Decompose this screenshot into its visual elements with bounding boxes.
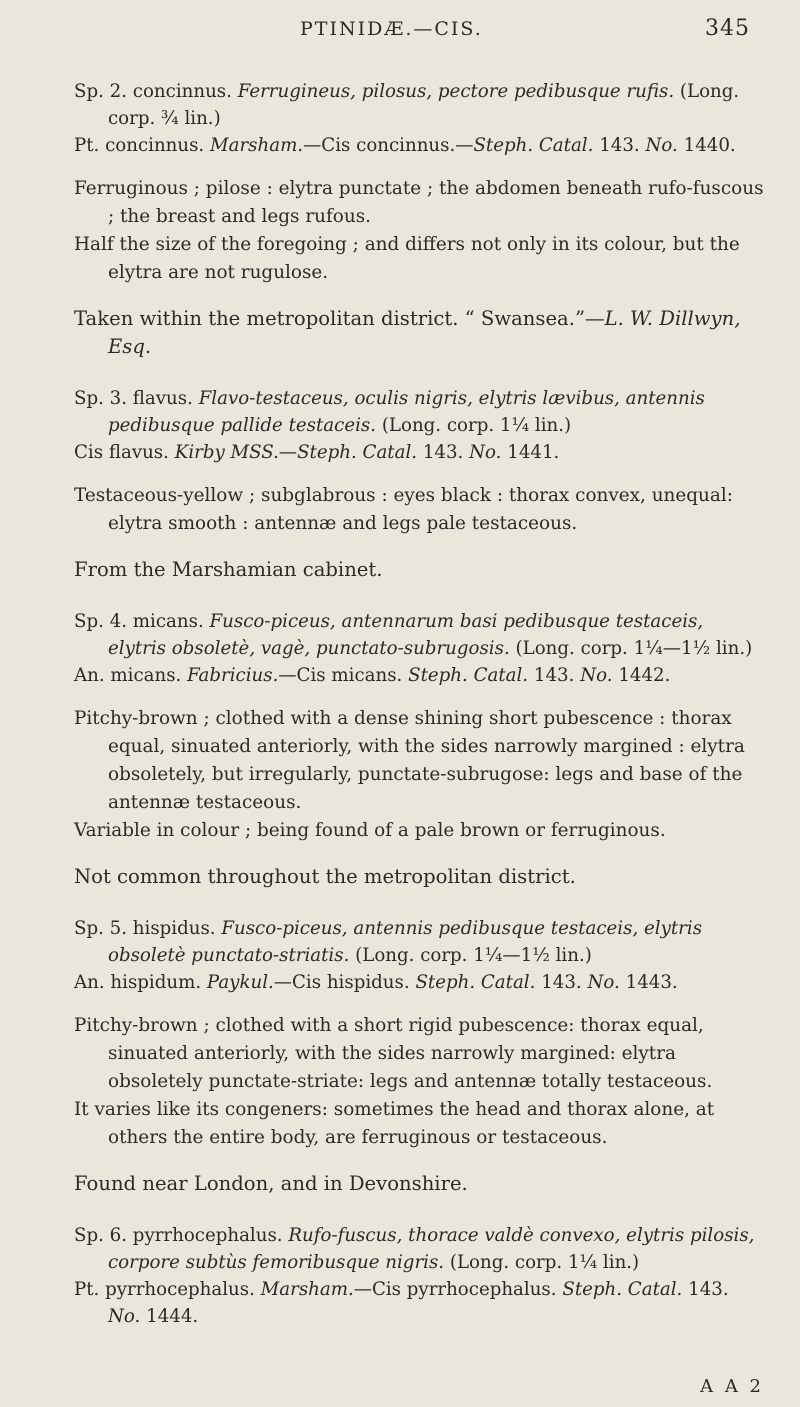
page-number: 345 [705, 16, 750, 41]
description-paragraph: Testaceous-yellow ; subglabrous : eyes black : thorax convex, unequal: elytra smooth : antennæ and legs pale testaceous. [74, 485, 733, 534]
description-paragraph: Pitchy-brown ; clothed with a dense shining short pubescence : thorax equal, sinuated anteriorly, with the sides narrowly margined : elytra obsoletely, but irregularly, punctate-subrugose: legs and base of the antennæ testaceous. [74, 708, 745, 813]
species-label: Sp. 4. micans. [74, 611, 204, 632]
locality-note: Found near London, and in Devonshire. [74, 1172, 468, 1195]
locality-note: Not common throughout the metropolitan district. [74, 865, 576, 888]
locality-note: From the Marshamian cabinet. [74, 558, 383, 581]
species-entry-micans [74, 608, 766, 891]
description-paragraph: Variable in colour ; being found of a pale brown or ferruginous. [74, 820, 666, 841]
latin-diagnosis: Fusco-piceus, antennarum basi pedibusque testaceis, elytris obsoletè, vagè, punctato-subrugosis. [108, 611, 704, 659]
synonymy-line: Pt. pyrrhocephalus. Marsham.—Cis pyrrhocephalus. Steph. Catal. 143. No. 1444. [74, 1279, 729, 1327]
species-diagnosis [74, 608, 766, 689]
page-body [74, 78, 766, 1330]
species-diagnosis [74, 915, 766, 996]
latin-diagnosis: Flavo-testaceus, oculis nigris, elytris lævibus, antennis pedibusque pallide testaceis. [108, 388, 705, 436]
measurement: (Long. corp. 1¼ lin.) [381, 415, 572, 436]
synonymy-line: Pt. concinnus. Marsham.—Cis concinnus.—Steph. Catal. 143. No. 1440. [74, 135, 736, 156]
measurement: (Long. corp. ¾ lin.) [108, 81, 740, 129]
species-entry-flavus [74, 385, 766, 584]
species-diagnosis [74, 385, 766, 466]
measurement: (Long. corp. 1¼—1½ lin.) [355, 945, 592, 966]
species-entry-pyrrhocephalus [74, 1222, 766, 1330]
species-entry-hispidus [74, 915, 766, 1198]
species-label: Sp. 5. hispidus. [74, 918, 216, 939]
synonymy-line: Cis flavus. Kirby MSS.—Steph. Catal. 143. No. 1441. [74, 442, 560, 463]
latin-diagnosis: Fusco-piceus, antennis pedibusque testaceis, elytris obsoletè punctato-striatis. [108, 918, 703, 966]
species-label: Sp. 3. flavus. [74, 388, 193, 409]
description-paragraph: Ferruginous ; pilose : elytra punctate ; the abdomen beneath rufo-fuscous ; the breast and legs rufous. [74, 178, 764, 227]
synonymy-line: An. micans. Fabricius.—Cis micans. Steph. Catal. 143. No. 1442. [74, 665, 671, 686]
locality-note: Taken within the metropolitan district. “ Swansea.”—L. W. Dillwyn, Esq. [74, 307, 741, 358]
species-description [74, 1012, 766, 1152]
measurement: (Long. corp. 1¼ lin.) [449, 1252, 640, 1273]
latin-diagnosis: Ferrugineus, pilosus, pectore pedibusque rufis. [237, 81, 675, 102]
description-paragraph: It varies like its congeners: sometimes the head and thorax alone, at others the entire body, are ferruginous or testaceous. [74, 1099, 715, 1148]
species-description [74, 482, 766, 538]
species-entry-concinnus [74, 78, 766, 361]
page-header [0, 14, 800, 44]
latin-diagnosis: Rufo-fuscus, thorace valdè convexo, elytris pilosis, corpore subtùs femoribusque nigris. [108, 1225, 755, 1273]
species-description [74, 705, 766, 845]
running-head: PTINIDÆ.—CIS. [300, 18, 483, 40]
synonymy-line: An. hispidum. Paykul.—Cis hispidus. Steph. Catal. 143. No. 1443. [74, 972, 678, 993]
species-label: Sp. 2. concinnus. [74, 81, 232, 102]
species-label: Sp. 6. pyrrhocephalus. [74, 1225, 283, 1246]
species-description [74, 175, 766, 287]
measurement: (Long. corp. 1¼—1½ lin.) [515, 638, 753, 659]
species-diagnosis [74, 1222, 766, 1330]
signature-mark: A A 2 [700, 1376, 764, 1397]
description-paragraph: Pitchy-brown ; clothed with a short rigid pubescence: thorax equal, sinuated anteriorly, with the sides narrowly margined: elytra obsoletely punctate-striate: legs and antennæ totally testaceous. [74, 1015, 713, 1092]
species-diagnosis [74, 78, 766, 159]
description-paragraph: Half the size of the foregoing ; and differs not only in its colour, but the elytra are not rugulose. [74, 234, 740, 283]
